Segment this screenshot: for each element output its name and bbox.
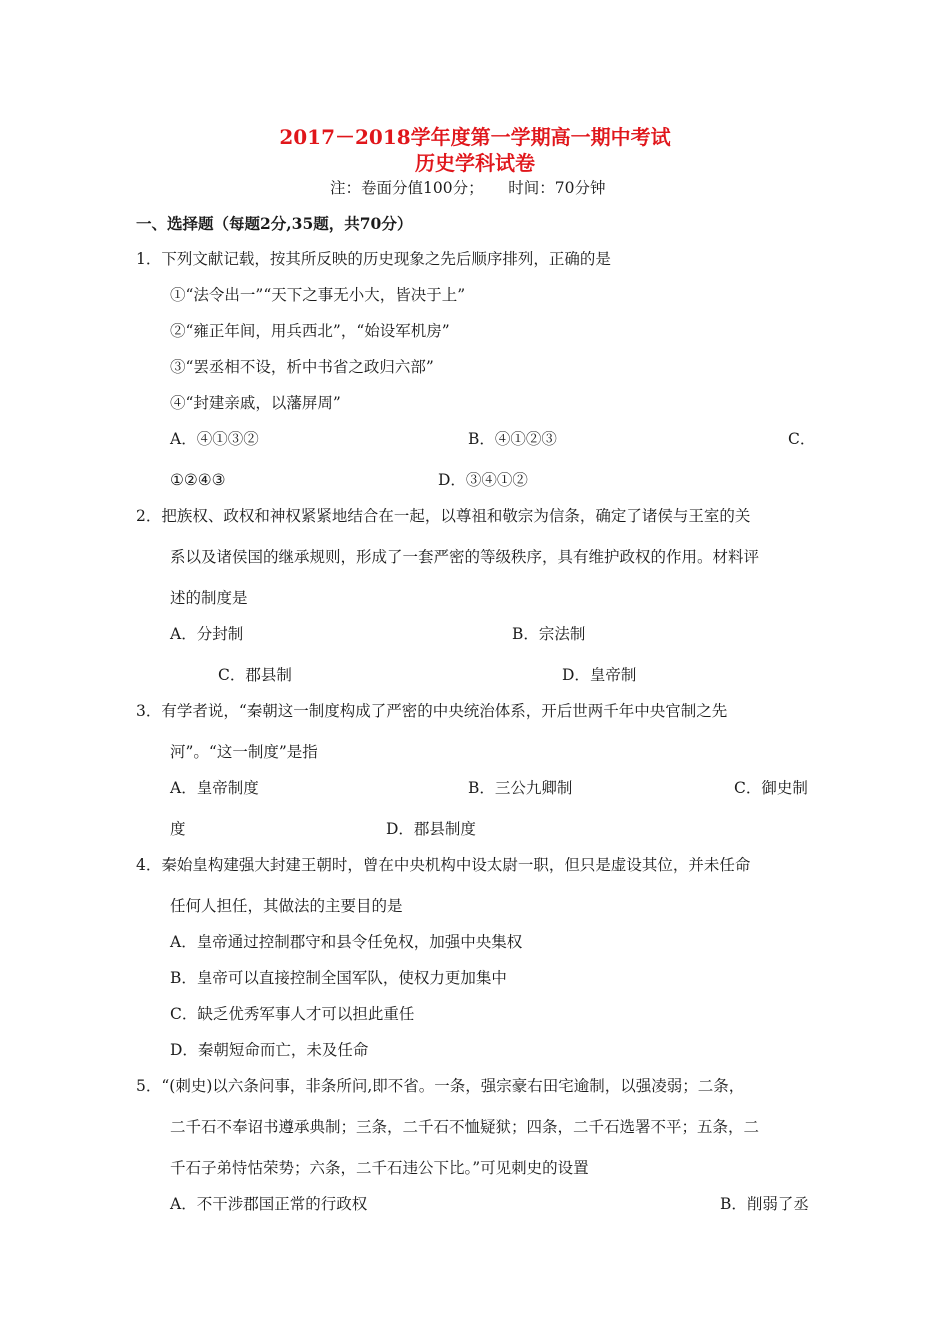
question-1-option-d: D．③④①② [438,471,528,489]
question-1-item: ②“雍正年间，用兵西北”，“始设军机房” [170,322,450,340]
question-2-option-d: D．皇帝制 [562,666,637,684]
question-4-option-c: C．缺乏优秀军事人才可以担此重任 [170,1005,415,1023]
question-3-option-c: C．御史制 [734,779,808,797]
question-1-option-b: B．④①②③ [468,430,557,448]
question-2-stem: 系以及诸侯国的继承规则，形成了一套严密的等级秩序，具有维护政权的作用。材料评 [170,548,760,566]
question-1-option-a: A．④①③② [170,430,259,448]
question-2-option-c: C．郡县制 [218,666,292,684]
question-5-stem: 千石子弟恃怙荣势；六条，二千石违公下比。”可见刺史的设置 [170,1159,589,1177]
question-1-item: ④“封建亲戚，以藩屏周” [170,394,341,412]
question-3-stem: 3．有学者说，“秦朝这一制度构成了严密的中央统治体系，开后世两千年中央官制之先 [136,702,728,720]
question-3-stem: 河”。“这一制度”是指 [170,743,318,761]
question-1-item: ①“法令出一”“天下之事无小大，皆决于上” [170,286,466,304]
question-1-stem: 1．下列文献记载，按其所反映的历史现象之先后顺序排列，正确的是 [136,250,611,268]
question-4-option-a: A．皇帝通过控制郡守和县令任免权，加强中央集权 [170,933,523,951]
exam-subtitle: 历史学科试卷 [415,151,535,175]
question-2-option-a: A．分封制 [170,625,244,643]
question-5-stem: 5．“(刺史)以六条问事，非条所问,即不省。一条，强宗豪右田宅逾制，以强凌弱；二条， [136,1077,745,1095]
question-5-option-b: B．削弱了丞 [720,1195,809,1213]
question-3-option-a: A．皇帝制度 [170,779,259,797]
question-1-item: ③“罢丞相不设，析中书省之政归六部” [170,358,434,376]
section-heading: 一、选择题（每题2分,35题，共70分） [136,214,413,233]
question-3-option-b: B．三公九卿制 [468,779,573,797]
exam-title: 2017－2018学年度第一学期高一期中考试 [279,125,671,149]
question-5-option-a: A．不干涉郡国正常的行政权 [170,1195,368,1213]
question-1-option-c-cont: ①②④③ [170,471,226,489]
question-1-option-c: C． [788,430,816,448]
question-4-option-b: B．皇帝可以直接控制全国军队，使权力更加集中 [170,969,507,987]
exam-note: 注：卷面分值100分； 时间：70分钟 [330,179,606,197]
question-4-stem: 4．秦始皇构建强大封建王朝时，曾在中央机构中设太尉一职，但只是虚设其位，并未任命 [136,856,751,874]
question-2-stem: 2．把族权、政权和神权紧紧地结合在一起，以尊祖和敬宗为信条，确定了诸侯与王室的关 [136,507,751,525]
question-5-stem: 二千石不奉诏书遵承典制；三条，二千石不恤疑狱；四条，二千石选署不平；五条，二 [170,1118,760,1136]
question-3-option-c-cont: 度 [170,820,186,838]
question-2-stem: 述的制度是 [170,589,248,607]
question-2-option-b: B．宗法制 [512,625,586,643]
question-4-option-d: D．秦朝短命而亡，未及任命 [170,1041,369,1059]
question-3-option-d: D．郡县制度 [386,820,476,838]
question-4-stem: 任何人担任，其做法的主要目的是 [170,897,403,915]
